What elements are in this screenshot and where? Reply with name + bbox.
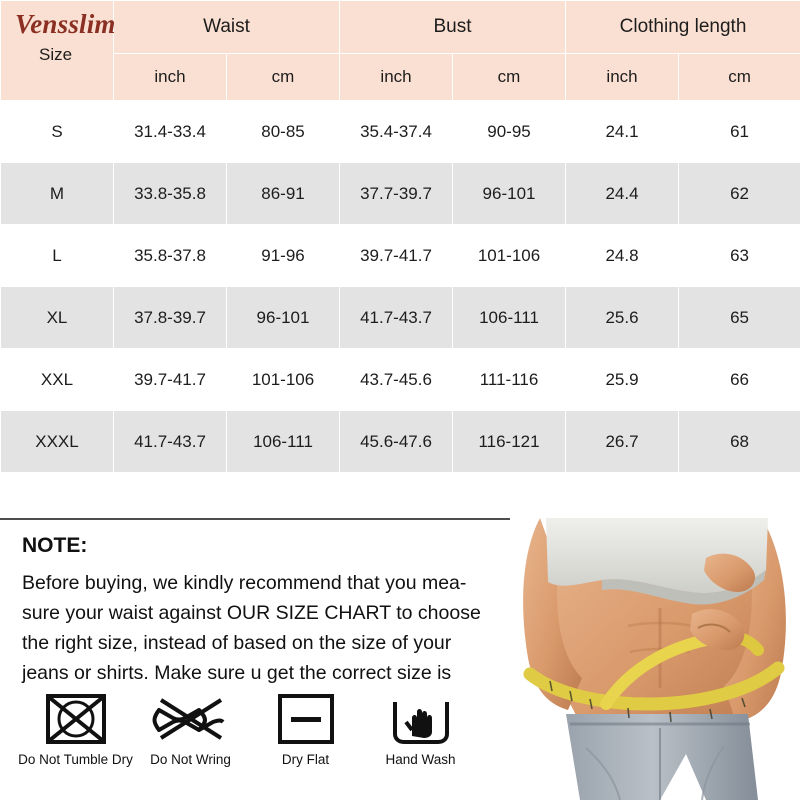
group-header-bust: Bust bbox=[340, 1, 566, 54]
cell-bust-cm: 106-111 bbox=[453, 287, 566, 349]
care-item-dry-flat bbox=[248, 688, 363, 767]
note-body bbox=[22, 568, 522, 688]
cell-length-inch: 24.1 bbox=[566, 101, 679, 163]
note-line-1: Before buying, we kindly recommend that you mea- bbox=[22, 572, 467, 594]
cell-waist-inch: 33.8-35.8 bbox=[114, 163, 227, 225]
cell-bust-cm: 116-121 bbox=[453, 411, 566, 473]
care-label: Hand Wash bbox=[385, 752, 456, 767]
note-line-3: the right size, instead of based on the size of your bbox=[22, 632, 452, 654]
group-header-waist: Waist bbox=[114, 1, 340, 54]
cell-bust-inch: 45.6-47.6 bbox=[340, 411, 453, 473]
brand-logo-text: Vensslim bbox=[15, 9, 116, 39]
row-size-label: XXXL bbox=[1, 411, 114, 473]
row-size-label: M bbox=[1, 163, 114, 225]
cell-length-cm: 63 bbox=[679, 225, 800, 287]
table-row bbox=[1, 411, 800, 473]
row-size-label: XXL bbox=[1, 349, 114, 411]
group-header-clothing-length: Clothing length bbox=[566, 1, 800, 54]
note-line-4: jeans or shirts. Make sure u get the correct size is bbox=[22, 662, 452, 684]
cell-length-cm: 65 bbox=[679, 287, 800, 349]
cell-bust-inch: 39.7-41.7 bbox=[340, 225, 453, 287]
row-size-label: L bbox=[1, 225, 114, 287]
cell-length-inch: 26.7 bbox=[566, 411, 679, 473]
do-not-wring-icon bbox=[133, 688, 248, 750]
cell-bust-inch: 43.7-45.6 bbox=[340, 349, 453, 411]
cell-length-cm: 61 bbox=[679, 101, 800, 163]
table-row bbox=[1, 287, 800, 349]
table-row bbox=[1, 163, 800, 225]
care-label: Dry Flat bbox=[281, 752, 330, 767]
table-row bbox=[1, 349, 800, 411]
table-group-header-row bbox=[1, 1, 800, 54]
unit-header-length-cm: cm bbox=[679, 54, 800, 101]
care-instructions-row bbox=[18, 688, 518, 767]
table-row bbox=[1, 101, 800, 163]
cell-waist-inch: 31.4-33.4 bbox=[114, 101, 227, 163]
note-title: NOTE: bbox=[22, 534, 88, 557]
care-item-hand-wash bbox=[363, 688, 478, 767]
brand-cell bbox=[1, 1, 114, 101]
note-line-2: sure your waist against OUR SIZE CHART to choose bbox=[22, 602, 481, 624]
cell-waist-cm: 91-96 bbox=[227, 225, 340, 287]
do-not-tumble-dry-icon bbox=[18, 688, 133, 750]
cell-bust-cm: 90-95 bbox=[453, 101, 566, 163]
cell-waist-inch: 39.7-41.7 bbox=[114, 349, 227, 411]
cell-waist-inch: 41.7-43.7 bbox=[114, 411, 227, 473]
cell-waist-cm: 86-91 bbox=[227, 163, 340, 225]
cell-bust-inch: 41.7-43.7 bbox=[340, 287, 453, 349]
cell-length-cm: 62 bbox=[679, 163, 800, 225]
table-unit-header-row bbox=[1, 54, 800, 101]
cell-length-cm: 68 bbox=[679, 411, 800, 473]
unit-header-waist-inch: inch bbox=[114, 54, 227, 101]
cell-waist-cm: 96-101 bbox=[227, 287, 340, 349]
care-label: Do Not Tumble Dry bbox=[18, 752, 133, 767]
cell-waist-inch: 35.8-37.8 bbox=[114, 225, 227, 287]
cell-waist-cm: 80-85 bbox=[227, 101, 340, 163]
table-row bbox=[1, 225, 800, 287]
cell-bust-inch: 35.4-37.4 bbox=[340, 101, 453, 163]
cell-bust-inch: 37.7-39.7 bbox=[340, 163, 453, 225]
cell-length-inch: 24.8 bbox=[566, 225, 679, 287]
cell-length-inch: 24.4 bbox=[566, 163, 679, 225]
cell-length-inch: 25.6 bbox=[566, 287, 679, 349]
model-measuring-waist-photo bbox=[510, 518, 800, 800]
unit-header-bust-cm: cm bbox=[453, 54, 566, 101]
dry-flat-icon bbox=[248, 688, 363, 750]
cell-length-inch: 25.9 bbox=[566, 349, 679, 411]
size-column-label: Size bbox=[39, 45, 73, 64]
cell-waist-cm: 106-111 bbox=[227, 411, 340, 473]
cell-waist-cm: 101-106 bbox=[227, 349, 340, 411]
cell-length-cm: 66 bbox=[679, 349, 800, 411]
cell-waist-inch: 37.8-39.7 bbox=[114, 287, 227, 349]
unit-header-waist-cm: cm bbox=[227, 54, 340, 101]
hand-wash-icon bbox=[363, 688, 478, 750]
care-item-do-not-wring bbox=[133, 688, 248, 767]
unit-header-bust-inch: inch bbox=[340, 54, 453, 101]
cell-bust-cm: 111-116 bbox=[453, 349, 566, 411]
care-label: Do Not Wring bbox=[150, 752, 231, 767]
cell-bust-cm: 101-106 bbox=[453, 225, 566, 287]
cell-bust-cm: 96-101 bbox=[453, 163, 566, 225]
care-item-do-not-tumble-dry bbox=[18, 688, 133, 767]
row-size-label: XL bbox=[1, 287, 114, 349]
row-size-label: S bbox=[1, 101, 114, 163]
unit-header-length-inch: inch bbox=[566, 54, 679, 101]
